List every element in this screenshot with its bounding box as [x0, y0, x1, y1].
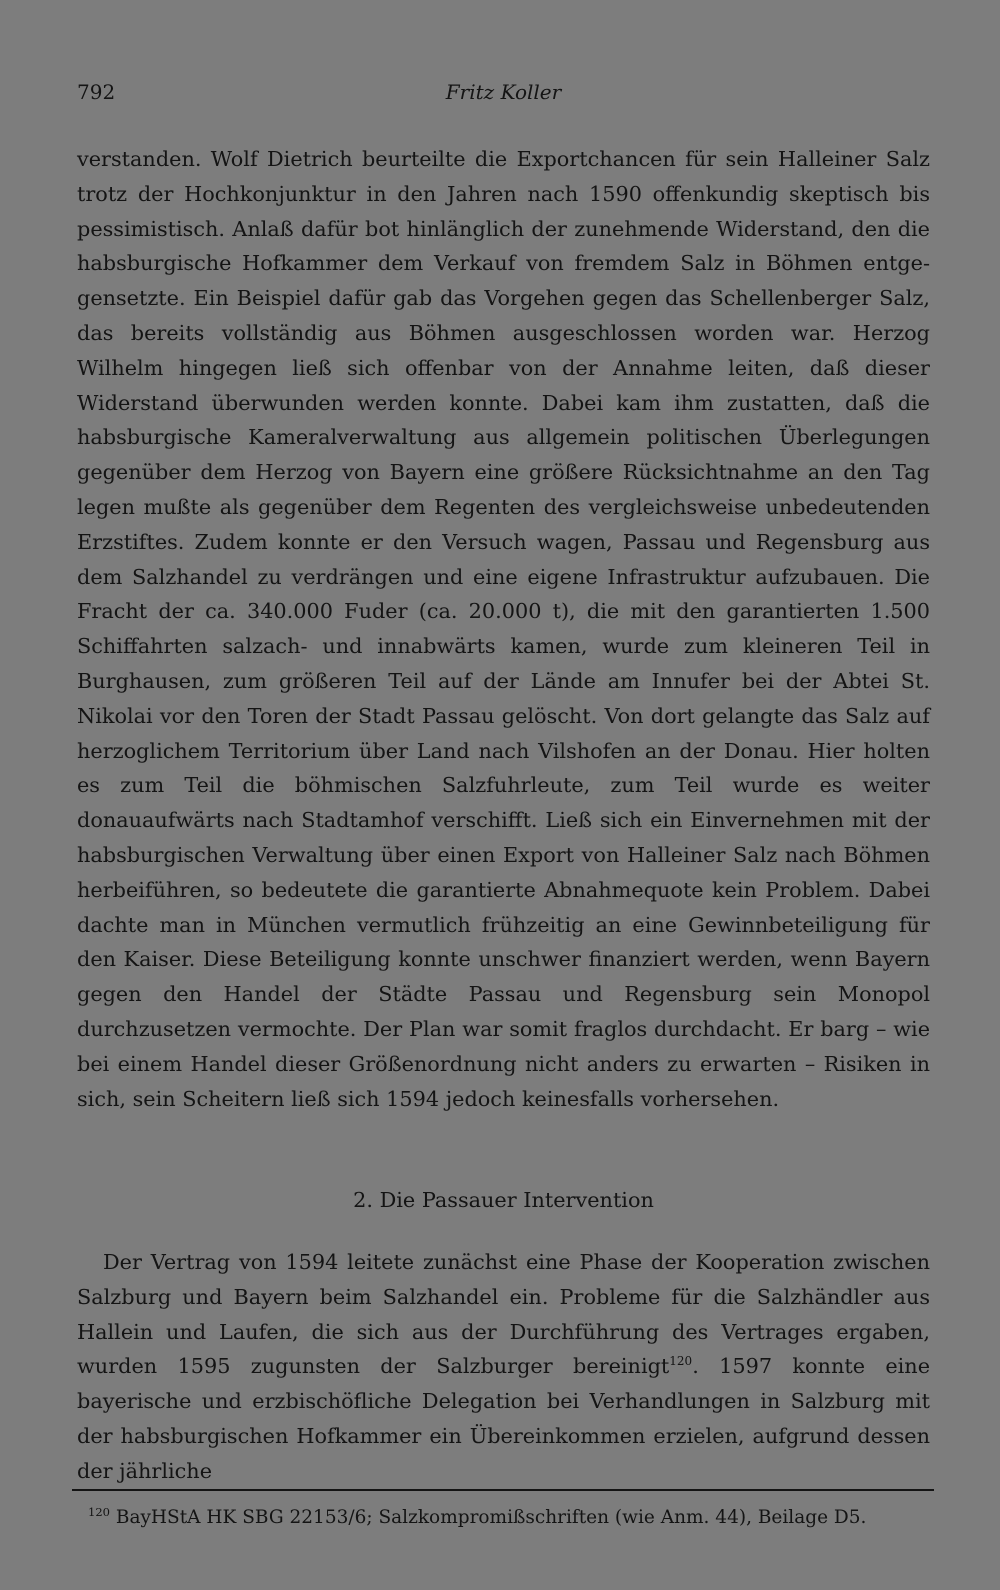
running-head-author: Fritz Koller	[445, 80, 562, 104]
body-paragraph-2	[77, 1245, 930, 1489]
footnote-reference[interactable]: 120	[669, 1354, 693, 1369]
footnote-number: 120	[88, 1504, 110, 1519]
footnote-text: BayHStA HK SBG 22153/6; Salzkompromißschriften (wie Anm. 44), Beilage D5.	[115, 1507, 867, 1528]
page-number: 792	[77, 80, 116, 104]
body-paragraph-1	[77, 142, 930, 1116]
paragraph-text-part-1: Der Vertrag von 1594 leitete zunächst eine Phase der Kooperation zwischen Salzburg und Bayern beim Salzhandel ein. Probleme für die Salzhändler aus Hallein und Laufen, die sich aus der Durchführung des Vertrages ergaben, wurden 1595 zugunsten der Salzburger bereinigt	[77, 1250, 930, 1379]
paragraph-text	[77, 1245, 930, 1489]
footnote	[88, 1505, 930, 1531]
page-header	[77, 80, 930, 110]
footnote-divider	[72, 1489, 934, 1491]
paragraph-text: verstanden. Wolf Dietrich beurteilte die Exportchancen für sein Halleiner Salz trotz der Hochkonjunktur in den Jahren nach 1590 offenkundig skeptisch bis pessimistisch. Anlaß dafür bot hinlänglich der zunehmende Widerstand, den die habsburgische Hofkammer dem Verkauf von fremdem Salz in Böhmen entgegensetzte. Ein Beispiel dafür gab das Vorgehen gegen das Schellenberger Salz, das bereits vollständig aus Böhmen ausgeschlossen worden war. Herzog Wilhelm hingegen ließ sich offenbar von der Annahme leiten, daß dieser Widerstand überwunden werden konnte. Dabei kam ihm zustatten, daß die habsburgische Kameralverwaltung aus allgemein politischen Überlegungen gegenüber dem Herzog von Bayern eine größere Rücksichtnahme an den Tag legen mußte als gegenüber dem Regenten des vergleichsweise unbedeutenden Erzstiftes. Zudem konnte er den Versuch wagen, Passau und Regensburg aus dem Salzhandel zu verdrängen und eine eigene Infrastruktur aufzubauen. Die Fracht der ca. 340.000 Fuder (ca. 20.000 t), die mit den garantierten 1.500 Schiffahrten salzach- und innabwärts kamen, wurde zum kleineren Teil in Burghausen, zum größeren Teil auf der Lände am Innufer bei der Abtei St. Nikolai vor den Toren der Stadt Passau gelöscht. Von dort gelangte das Salz auf herzoglichem Territorium über Land nach Vilshofen an der Donau. Hier holten es zum Teil die böhmischen Salzfuhrleute, zum Teil wurde es weiter donauaufwärts nach Stadtamhof verschifft. Ließ sich ein Einvernehmen mit der habsburgischen Verwaltung über einen Export von Halleiner Salz nach Böhmen herbeiführen, so bedeutete die garantierte Abnahmequote kein Problem. Dabei dachte man in München vermutlich frühzeitig an eine Gewinnbeteiligung für den Kaiser. Diese Beteiligung konnte unschwer finanziert werden, wenn Bayern gegen den Handel der Städte Passau und Regensburg sein Monopol durchzusetzen vermochte. Der Plan war somit fraglos durchdacht. Er barg – wie bei einem Handel dieser Größenordnung nicht anders zu erwarten – Risiken in sich, sein Scheitern ließ sich 1594 jedoch keinesfalls vorhersehen.	[77, 147, 930, 1111]
section-heading: 2. Die Passauer Intervention	[353, 1188, 654, 1212]
paragraph-text-part-2: . 1597 konnte eine bayerische und erzbischöfliche Delegation bei Verhandlungen in Salzburg mit der habsburgischen Hofkammer ein Übereinkommen erzielen, aufgrund dessen der jährliche	[77, 1354, 931, 1483]
